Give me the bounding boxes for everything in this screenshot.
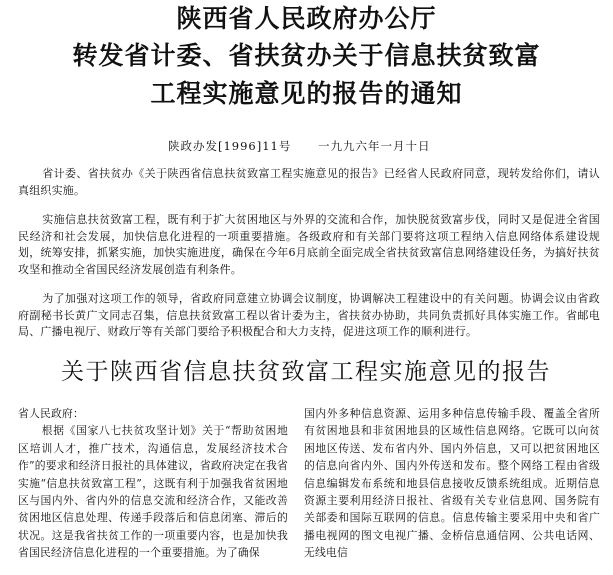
notice-paragraph-3: 为了加强对这项工作的领导，省政府同意建立协调会议制度，协调解决工程建设中的有关问题。协调会议由省政府副秘书长黄广文同志召集，信息扶贫致富工程以省计委为主，省扶贫办协助，共同负责抓好具体实施工作。省邮电局、广播电视厅、财政厅等有关部门要给予积极配合和大力支持，促进这项工作的顺利进行。 (18, 292, 600, 339)
notice-title-line-1: 陕西省人民政府办公厅 (176, 4, 437, 33)
notice-paragraph-1: 省计委、省扶贫办《关于陕西省信息扶贫致富工程实施意见的报告》已经省人民政府同意，现转发给你们，请认真组织实施。 (18, 167, 600, 197)
report-left-text: 根据《国家八七扶贫攻坚计划》关于“帮助贫困地区培训人才，推广技术，沟通信息，发展经济技术合作”的要求和经济日报社的具体建议，省政府决定在我省实施“信息扶贫致富工程”，这既有利于加强我省贫困地区与国内外、省内外的信息交流和经济合作，又能改善贫困地区信息处理、传递手段落后和信息闭塞、滞后的状况。这是我省扶贫工作的一项重要内容，也是加快我省国民经济信息化进程的一个重要措施。为了确保 (18, 424, 288, 560)
report-left-column (18, 405, 288, 562)
notice-paragraph-2: 实施信息扶贫致富工程，既有利于扩大贫困地区与外界的交流和合作，加快脱贫致富步伐，同时又是促进全省国民经济和社会发展，加快信息化进程的一项重要措施。各级政府和有关部门要将这项工程纳入信息网络体系建设规划，统筹安排，抓紧实施，加快实施进度，确保在今年6月底前全面完成全省扶贫致富信息网络建设任务，为搞好扶贫攻坚和推动全省国民经济发展创造有利条件。 (18, 213, 600, 276)
report-salutation: 省人民政府： (18, 407, 84, 420)
report-title: 关于陕西省信息扶贫致富工程实施意见的报告 (61, 359, 551, 385)
report-right-column (304, 405, 600, 562)
notice-title-line-3: 工程实施意见的报告的通知 (150, 79, 463, 108)
notice-title-line-2: 转发省计委、省扶贫办关于信息扶贫致富 (72, 41, 541, 70)
document-date: 一九九六年一月十日 (318, 139, 431, 153)
report-right-text: 国内外多种信息资源、运用多种信息传输手段、覆盖全省所有贫困地县和非贫困地县的区域性信息网络。它既可以向贫困地区传送、发布省内外、国内外信息，又可以把贫困地区的信息向省内外、国内外传送和发布。整个网络工程由省级信息编辑发布系统和地县信息接收反馈系统组成。近期信息资源主要利用经济日报社、省级有关专业信息网、国务院有关部委和国际互联网的信息。信息传输主要采用中央和省广播电视网的图文电视广播、金桥信息通信网、公共电话网、无线电信 (304, 407, 600, 560)
document-number: 陕政办发[1996]11号 (168, 139, 292, 153)
